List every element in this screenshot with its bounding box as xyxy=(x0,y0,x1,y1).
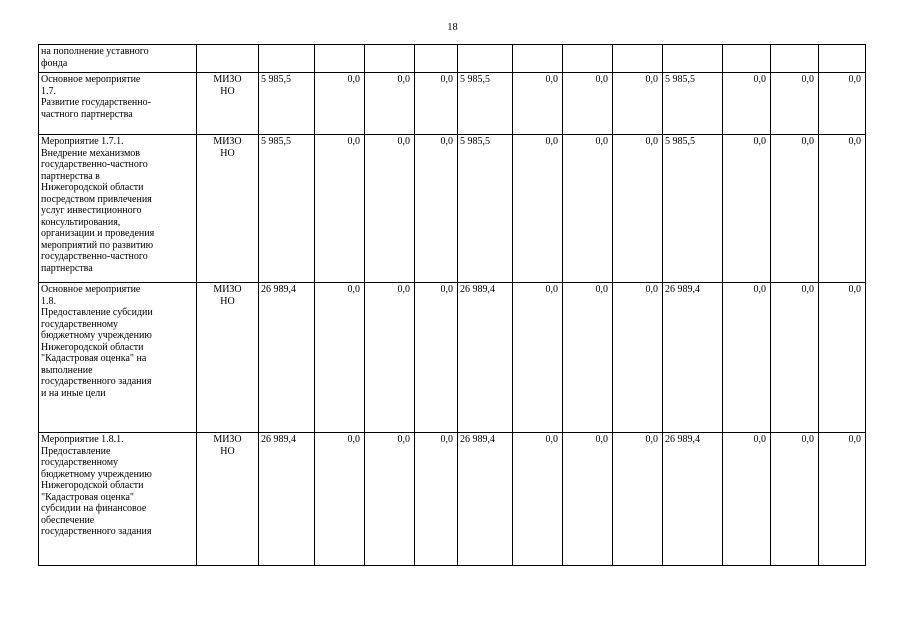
measure-description xyxy=(39,45,197,73)
value-cell: 0,0 xyxy=(771,135,819,283)
value-cell: 0,0 xyxy=(613,73,663,135)
description-line: мероприятий по развитию xyxy=(41,239,154,251)
measure-description xyxy=(39,73,197,135)
value-cell: 0,0 xyxy=(723,135,771,283)
executor-line: МИЗО xyxy=(213,74,242,85)
value-cell xyxy=(723,45,771,73)
table-body xyxy=(39,45,866,566)
value-cell: 26 989,4 xyxy=(259,283,315,433)
value-cell: 0,0 xyxy=(315,283,365,433)
description-line: фонда xyxy=(41,57,68,69)
value-cell: 5 985,5 xyxy=(458,135,513,283)
value-cell xyxy=(771,45,819,73)
value-cell: 0,0 xyxy=(771,73,819,135)
value-cell: 0,0 xyxy=(415,135,458,283)
description-line: государственно-частного xyxy=(41,251,148,262)
value-cell: 0,0 xyxy=(365,73,415,135)
value-cell xyxy=(513,45,563,73)
description-line: на пополнение уставного xyxy=(41,46,149,57)
executor-cell xyxy=(197,283,259,433)
executor-line: МИЗО xyxy=(213,284,242,295)
description-line: и на иные цели xyxy=(41,387,106,399)
value-cell: 0,0 xyxy=(613,283,663,433)
page-number: 18 xyxy=(447,22,458,33)
value-cell xyxy=(458,45,513,73)
measure-description xyxy=(39,135,197,283)
description-line: бюджетному учреждению xyxy=(41,468,152,480)
value-cell: 0,0 xyxy=(819,135,866,283)
value-cell: 0,0 xyxy=(563,283,613,433)
description-line: Предоставление субсидии xyxy=(41,307,153,318)
value-cell: 0,0 xyxy=(513,283,563,433)
description-line: организации и проведения xyxy=(41,228,155,239)
description-line: Основное мероприятие xyxy=(41,284,141,295)
description-line: выполнение xyxy=(41,364,93,376)
executor-cell xyxy=(197,135,259,283)
value-cell: 5 985,5 xyxy=(259,135,315,283)
budget-table xyxy=(38,44,866,566)
description-line: Предоставление xyxy=(41,445,111,457)
description-line: Развитие государственно- xyxy=(41,97,151,108)
value-cell: 0,0 xyxy=(513,433,563,566)
value-cell: 0,0 xyxy=(315,433,365,566)
value-cell: 0,0 xyxy=(563,433,613,566)
description-line: Основное мероприятие xyxy=(41,74,141,85)
table-row xyxy=(39,135,866,283)
value-cell xyxy=(819,45,866,73)
value-cell: 0,0 xyxy=(723,433,771,566)
value-cell xyxy=(663,45,723,73)
description-line: партнерства в xyxy=(41,170,100,182)
description-line: Нижегородской области xyxy=(41,341,144,353)
description-line: частного партнерства xyxy=(41,108,133,120)
description-line: государственному xyxy=(41,318,119,330)
description-line: Мероприятие 1.8.1. xyxy=(41,434,124,445)
value-cell: 0,0 xyxy=(819,283,866,433)
description-line: партнерства xyxy=(41,262,93,274)
description-line: посредством привлечения xyxy=(41,193,152,205)
description-line: Внедрение механизмов xyxy=(41,147,140,159)
value-cell: 0,0 xyxy=(563,135,613,283)
description-line: Мероприятие 1.7.1. xyxy=(41,136,124,147)
value-cell xyxy=(259,45,315,73)
value-cell: 26 989,4 xyxy=(663,283,723,433)
value-cell: 0,0 xyxy=(365,135,415,283)
description-line: 1.8. xyxy=(41,295,56,307)
executor-line: МИЗО xyxy=(213,136,242,147)
description-line: консультирования, xyxy=(41,216,121,228)
value-cell: 0,0 xyxy=(415,433,458,566)
executor-cell xyxy=(197,73,259,135)
executor-line: МИЗО xyxy=(213,434,242,445)
value-cell: 5 985,5 xyxy=(663,135,723,283)
value-cell xyxy=(315,45,365,73)
table-row xyxy=(39,283,866,433)
value-cell: 26 989,4 xyxy=(259,433,315,566)
description-line: "Кадастровая оценка" на xyxy=(41,353,147,364)
value-cell: 0,0 xyxy=(365,283,415,433)
value-cell: 0,0 xyxy=(819,73,866,135)
table-row xyxy=(39,45,866,73)
measure-description xyxy=(39,283,197,433)
description-line: государственного задания xyxy=(41,526,152,537)
value-cell: 5 985,5 xyxy=(458,73,513,135)
executor-cell xyxy=(197,45,259,73)
value-cell xyxy=(415,45,458,73)
description-line: государственному xyxy=(41,457,119,468)
value-cell: 0,0 xyxy=(723,73,771,135)
value-cell: 0,0 xyxy=(613,433,663,566)
value-cell: 26 989,4 xyxy=(458,283,513,433)
value-cell: 0,0 xyxy=(513,73,563,135)
executor-line: НО xyxy=(220,295,235,307)
description-line: бюджетному учреждению xyxy=(41,330,152,341)
description-line: субсидии на финансовое xyxy=(41,503,147,514)
executor-line: НО xyxy=(220,85,235,97)
value-cell xyxy=(613,45,663,73)
value-cell: 26 989,4 xyxy=(663,433,723,566)
description-line: Нижегородской области xyxy=(41,480,144,491)
table-row xyxy=(39,73,866,135)
value-cell: 0,0 xyxy=(819,433,866,566)
description-line: "Кадастровая оценка" xyxy=(41,491,135,503)
executor-line: НО xyxy=(220,147,235,159)
description-line: государственно-частного xyxy=(41,159,148,170)
value-cell: 0,0 xyxy=(415,73,458,135)
value-cell: 5 985,5 xyxy=(259,73,315,135)
description-line: Нижегородской области xyxy=(41,182,144,193)
value-cell xyxy=(365,45,415,73)
value-cell: 0,0 xyxy=(771,433,819,566)
value-cell: 0,0 xyxy=(723,283,771,433)
table-row xyxy=(39,433,866,566)
value-cell: 0,0 xyxy=(613,135,663,283)
value-cell: 0,0 xyxy=(771,283,819,433)
measure-description xyxy=(39,433,197,566)
value-cell xyxy=(563,45,613,73)
description-line: государственного задания xyxy=(41,376,152,387)
description-line: 1.7. xyxy=(41,85,56,97)
description-line: обеспечение xyxy=(41,514,95,526)
value-cell: 0,0 xyxy=(315,73,365,135)
description-line: услуг инвестиционного xyxy=(41,205,142,216)
value-cell: 0,0 xyxy=(563,73,613,135)
value-cell: 5 985,5 xyxy=(663,73,723,135)
value-cell: 0,0 xyxy=(315,135,365,283)
value-cell: 0,0 xyxy=(513,135,563,283)
value-cell: 0,0 xyxy=(365,433,415,566)
value-cell: 26 989,4 xyxy=(458,433,513,566)
value-cell: 0,0 xyxy=(415,283,458,433)
executor-line: НО xyxy=(220,445,235,457)
executor-cell xyxy=(197,433,259,566)
